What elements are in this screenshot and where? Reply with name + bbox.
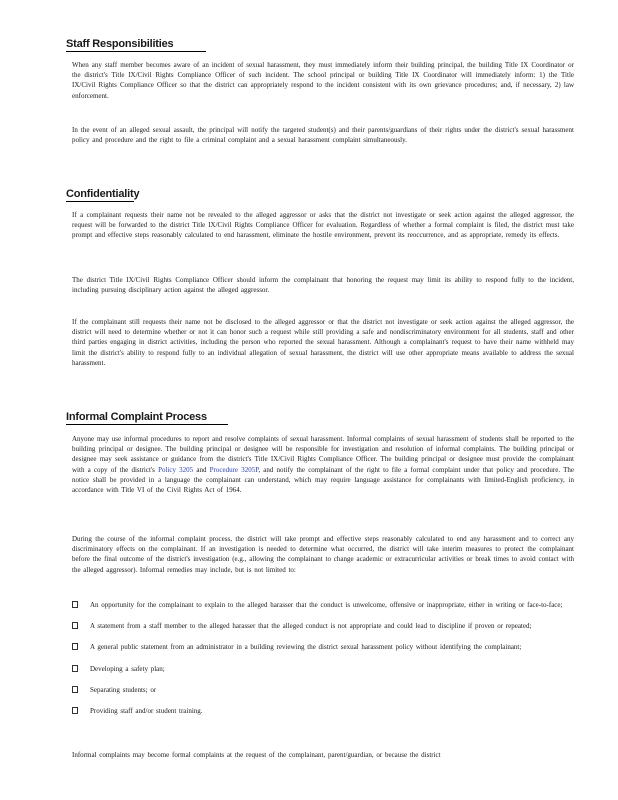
- heading-confidentiality: Confidentiality: [66, 188, 140, 200]
- bullet-box-icon: [72, 643, 78, 650]
- procedure-3205p-link[interactable]: Procedure 3205P: [209, 465, 259, 474]
- staff-paragraph-2: In the event of an alleged sexual assault, the principal will notify the targeted student(s) and their parents/guardians of their rights under the district's sexual harassment policy and procedure and the right to file a criminal complaint and a sexual harassment complaint simultaneously.: [72, 126, 574, 145]
- list-item: [72, 642, 574, 652]
- informal-paragraph-1-and: and: [193, 465, 210, 474]
- bullet-box-icon: [72, 601, 78, 608]
- staff-paragraph-1: When any staff member becomes aware of an incident of sexual harassment, they must immediately inform their building principal, the building Title IX Coordinator or the district's Title IX/Civil Rights Compliance Officer of such incident. The school principal or building Title IX Coordinator will immediately inform: 1) the Title IX/Civil Rights Compliance Officer so that the district can appropriately respond to the incident consistent with its own grievance procedures; and, if necessary, 2) law enforcement.: [72, 61, 574, 100]
- confidentiality-paragraph-2: The district Title IX/Civil Rights Compliance Officer should inform the complainant that honoring the request may limit its ability to respond fully to the incident, including pursuing disciplinary action against the alleged aggressor.: [72, 276, 574, 295]
- list-item-text: A general public statement from an administrator in a building reviewing the district sexual harassment policy without identifying the complainant;: [90, 643, 522, 652]
- bullet-box-icon: [72, 686, 78, 693]
- confidentiality-paragraph-3: If the complainant still requests their name not be disclosed to the alleged aggressor or that the district not investigate or seek action against the alleged aggressor, the district will need to determine whether or not it can honor such a request while still providing a safe and nondiscriminatory environment for all students, staff and other third parties engaging in district activities, including the person who reported the sexual harassment. Although a complainant's request to have their name withheld may limit the district's ability to respond fully to an individual allegation of sexual harassment, the district will use other appropriate means available to address the sexual harassment.: [72, 318, 574, 367]
- list-item: [72, 664, 574, 674]
- bullet-box-icon: [72, 665, 78, 672]
- informal-paragraph-3: Informal complaints may become formal complaints at the request of the complainant, parent/guardian, or because the district: [72, 751, 441, 759]
- bullet-box-icon: [72, 707, 78, 714]
- list-item: [72, 685, 574, 695]
- list-item-text: A statement from a staff member to the alleged harasser that the alleged conduct is not appropriate and could lead to discipline if proven or repeated;: [90, 622, 532, 631]
- list-item: [72, 600, 574, 610]
- list-item-text: An opportunity for the complainant to explain to the alleged harasser that the conduct is unwelcome, offensive or inappropriate, either in writing or face-to-face;: [90, 601, 563, 609]
- list-item-text: Providing staff and/or student training.: [90, 707, 203, 716]
- list-item: [72, 706, 574, 716]
- confidentiality-paragraph-1: If a complainant requests their name not be revealed to the alleged aggressor or asks that the district not investigate or seek action against the alleged aggressor, the request will be forwarded to the district Title IX/Civil Rights Compliance Officer for evaluation. Regardless of whether a formal complaint is filed, the district must take prompt and effective steps reasonably calculated to end harassment, eliminate the hostile environment, prevent its reoccurrence, and as appropriate, remedy its effects.: [72, 211, 574, 240]
- list-item-text: Separating students; or: [90, 685, 157, 694]
- informal-paragraph-1-text-a: Anyone may use informal procedures to report and resolve complaints of sexual harassment. Informal complaints of sexual harassment of students shall be reported to the building principal or designee. The building principal or designee will be responsible for investigation and resolution of informal complaints. The building principal or designee may seek assistance or guidance from the district's Title IX/Civil Rights Compliance Officer. The building principal or designee must provide the complainant with a copy of the district's: [72, 435, 574, 474]
- bullet-box-icon: [72, 622, 78, 629]
- informal-paragraph-1: [72, 434, 574, 495]
- informal-paragraph-1-text-b: , and notify the complainant of the right to file a formal complaint under that policy and procedure. The notice shall be provided in a language the complainant can understand, which may require language assistance for complainants with limited-English proficiency, in accordance with Title VI of the Civil Rights Act of 1964.: [72, 465, 575, 495]
- list-item-text: Developing a safety plan;: [90, 664, 165, 673]
- informal-paragraph-2: During the course of the informal complaint process, the district will take prompt and effective steps reasonably calculated to end any harassment and to correct any discriminatory effects on the complainant. If an investigation is needed to determine what occurred, the district will take interim measures to protect the complainant before the final outcome of the district's investigation (e.g., allowing the complainant to change academic or extracurricular activities or break times to avoid contact with the alleged aggressor). Informal remedies may include, but is not limited to:: [72, 535, 574, 574]
- heading-staff-responsibilities: Staff Responsibilities: [66, 38, 206, 52]
- policy-3205-link[interactable]: Policy 3205: [158, 465, 194, 474]
- list-item: [72, 621, 574, 631]
- heading-informal-complaint-process: Informal Complaint Process: [66, 411, 228, 425]
- informal-remedies-list: [72, 600, 574, 716]
